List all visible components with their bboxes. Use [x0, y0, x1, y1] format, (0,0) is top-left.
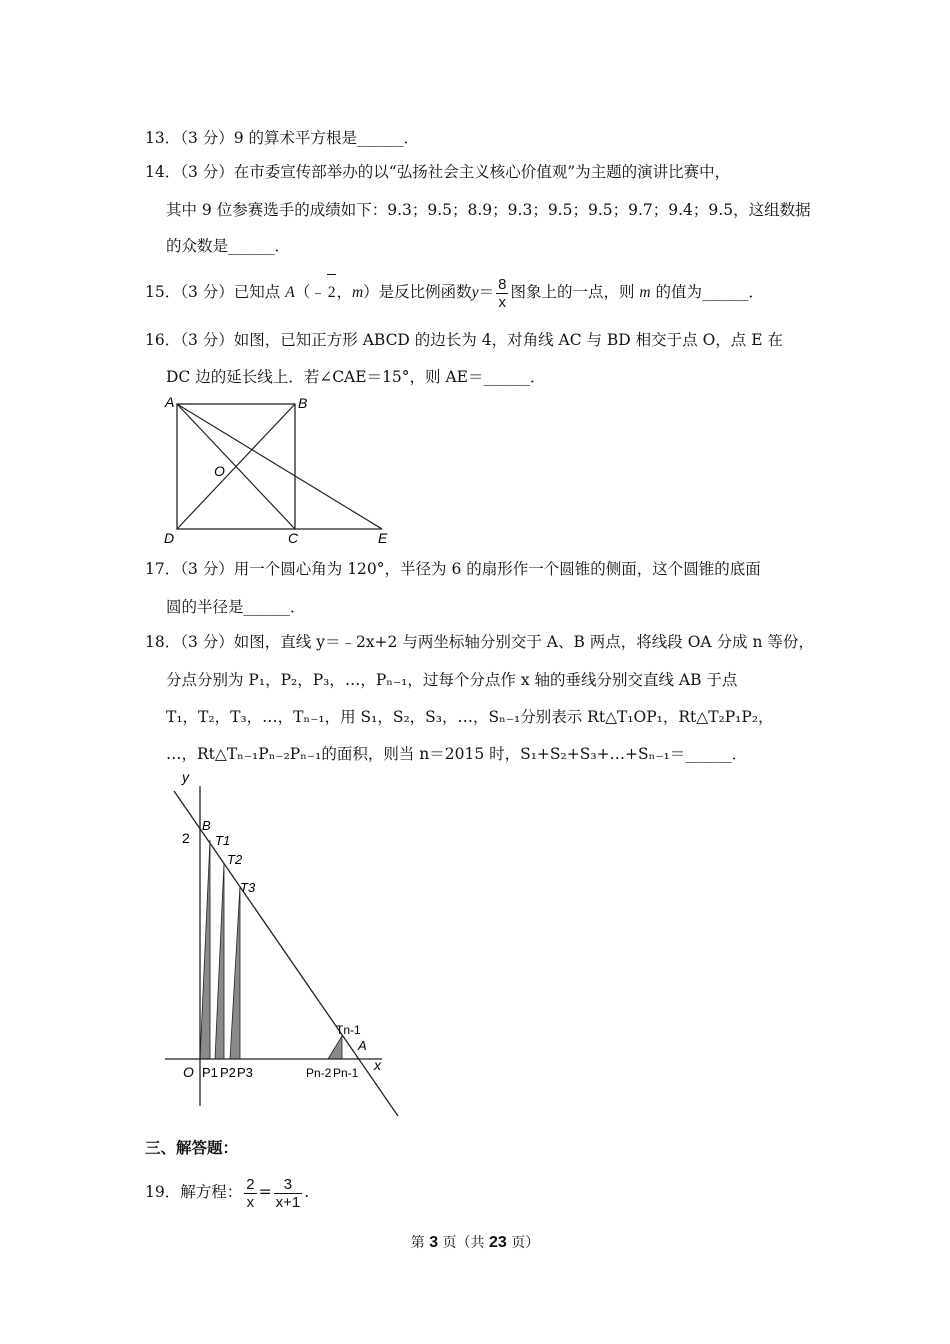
- variable: y: [471, 284, 479, 301]
- label-c: C: [288, 530, 299, 546]
- footer-text: 页）: [506, 1235, 540, 1251]
- label-p1: P1: [202, 1065, 218, 1080]
- question-18-line-3: T₁，T₂，T₃，…，Tₙ₋₁，用 S₁，S₂，S₃，…，Sₙ₋₁分别表示 Rt△T₁OP₁，Rt△T₂P₁P₂，: [166, 708, 774, 726]
- label-x: x: [374, 1057, 381, 1073]
- question-18-line-4: …，Rt△Tₙ₋₁Pₙ₋₂Pₙ₋₁的面积，则当 n＝2015 时，S₁+S₂+S₃+…+Sₙ₋₁＝______．: [166, 745, 748, 763]
- fraction-denominator: x+1: [275, 1193, 301, 1211]
- question-14-line-3: 的众数是______．: [166, 237, 291, 255]
- question-number: 17．: [145, 560, 181, 578]
- triangle-s3: [230, 886, 240, 1059]
- label-tn1: Tn-1: [336, 1023, 361, 1037]
- question-14-line-1: [145, 162, 730, 182]
- label-o: O: [214, 463, 225, 479]
- fraction: [496, 276, 508, 311]
- question-18-line-1: [145, 632, 814, 652]
- question-text: 的值为______．: [655, 283, 765, 301]
- question-16-line-2: DC 边的延长线上．若∠CAE＝15°，则 AE＝______．: [166, 368, 546, 386]
- question-text: （3 分）如图，已知正方形 ABCD 的边长为 4，对角线 AC 与 BD 相交于点 O，点 E 在: [180, 331, 783, 349]
- point-label: A: [285, 284, 295, 301]
- question-17-line-2: 圆的半径是______．: [166, 598, 306, 616]
- footer-text: 页（共: [438, 1235, 489, 1251]
- label-pn1: Pn-1: [333, 1066, 359, 1080]
- question-text: （3 分）9 的算术平方根是______．: [180, 129, 420, 147]
- sqrt-argument: 2: [327, 284, 336, 301]
- question-text: ）是反比例函数: [363, 283, 472, 301]
- question-text: 解方程：: [180, 1183, 243, 1201]
- label-t1: T1: [215, 833, 231, 848]
- fraction-numerator: 2: [246, 1175, 255, 1193]
- question-17-line-1: [145, 559, 761, 579]
- label-e: E: [378, 530, 388, 546]
- square-figure: [160, 392, 400, 548]
- coordinate-figure: [160, 766, 410, 1121]
- question-text: （﹣: [294, 283, 326, 301]
- label-a: A: [358, 1038, 367, 1053]
- question-text: （3 分）在市委宣传部举办的以“弘扬社会主义核心价值观”为主题的演讲比赛中，: [180, 163, 731, 181]
- question-13: [145, 128, 419, 148]
- question-number: 18．: [145, 633, 181, 651]
- variable: m: [639, 284, 651, 301]
- fraction-right: [274, 1176, 303, 1211]
- label-y: y: [182, 769, 189, 785]
- variable: m: [351, 284, 364, 301]
- label-p3: P3: [237, 1065, 253, 1080]
- question-text: ，: [336, 283, 352, 301]
- fraction-left: [244, 1176, 256, 1211]
- question-text: （3 分）用一个圆心角为 120°，半径为 6 的扇形作一个圆锥的侧面，这个圆锥的底面: [180, 560, 761, 578]
- section-heading: 三、解答题：: [145, 1139, 239, 1157]
- triangle-s1: [200, 840, 210, 1059]
- page-number: 3: [429, 1234, 439, 1251]
- label-two: 2: [182, 830, 190, 846]
- label-d: D: [164, 530, 175, 546]
- question-text: （3 分）如图，直线 y＝﹣2x+2 与两坐标轴分别交于 A、B 两点，将线段 OA 分成 n 等份，: [180, 633, 814, 651]
- triangle-s2: [215, 863, 224, 1059]
- label-o: O: [183, 1064, 194, 1080]
- label-t2: T2: [227, 852, 243, 867]
- fraction-numerator: 3: [274, 1176, 303, 1194]
- page-footer: [0, 1232, 950, 1252]
- triangle-sn1: [328, 1036, 342, 1059]
- equals-sign: =: [258, 1183, 272, 1201]
- footer-text: 第: [410, 1235, 430, 1251]
- fraction-denominator: x: [246, 1193, 255, 1211]
- equals-sign: ＝: [478, 283, 495, 301]
- question-18-line-2: 分点分别为 P₁，P₂，P₃，…，Pₙ₋₁，过每个分点作 x 轴的垂线分别交直线 AB 于点: [166, 671, 738, 689]
- label-t3: T3: [240, 880, 256, 895]
- segment-ae: [177, 404, 382, 529]
- label-p2: P2: [220, 1065, 236, 1080]
- label-b: B: [298, 395, 308, 411]
- label-pn2: Pn-2: [306, 1066, 332, 1080]
- period: .: [304, 1183, 310, 1201]
- question-19: [145, 1170, 309, 1214]
- question-15: [145, 274, 764, 311]
- question-number: 14．: [145, 163, 181, 181]
- fraction-numerator: 8: [498, 275, 507, 293]
- label-b: B: [202, 818, 211, 833]
- question-text: （3 分）已知点: [180, 283, 281, 301]
- fraction-denominator: x: [498, 293, 507, 311]
- label-a: A: [165, 394, 175, 410]
- question-number: 15．: [145, 283, 181, 301]
- sqrt-expression: [327, 274, 337, 311]
- question-number: 13．: [145, 129, 181, 147]
- question-16-line-1: [145, 330, 783, 350]
- question-number: 19．: [145, 1183, 181, 1201]
- question-text: 图象上的一点，则: [510, 283, 635, 301]
- question-14-line-2: 其中 9 位参赛选手的成绩如下：9.3；9.5；8.9；9.3；9.5；9.5；9.7；9.4；9.5，这组数据: [166, 201, 811, 219]
- total-pages: 23: [489, 1234, 507, 1251]
- question-number: 16．: [145, 331, 181, 349]
